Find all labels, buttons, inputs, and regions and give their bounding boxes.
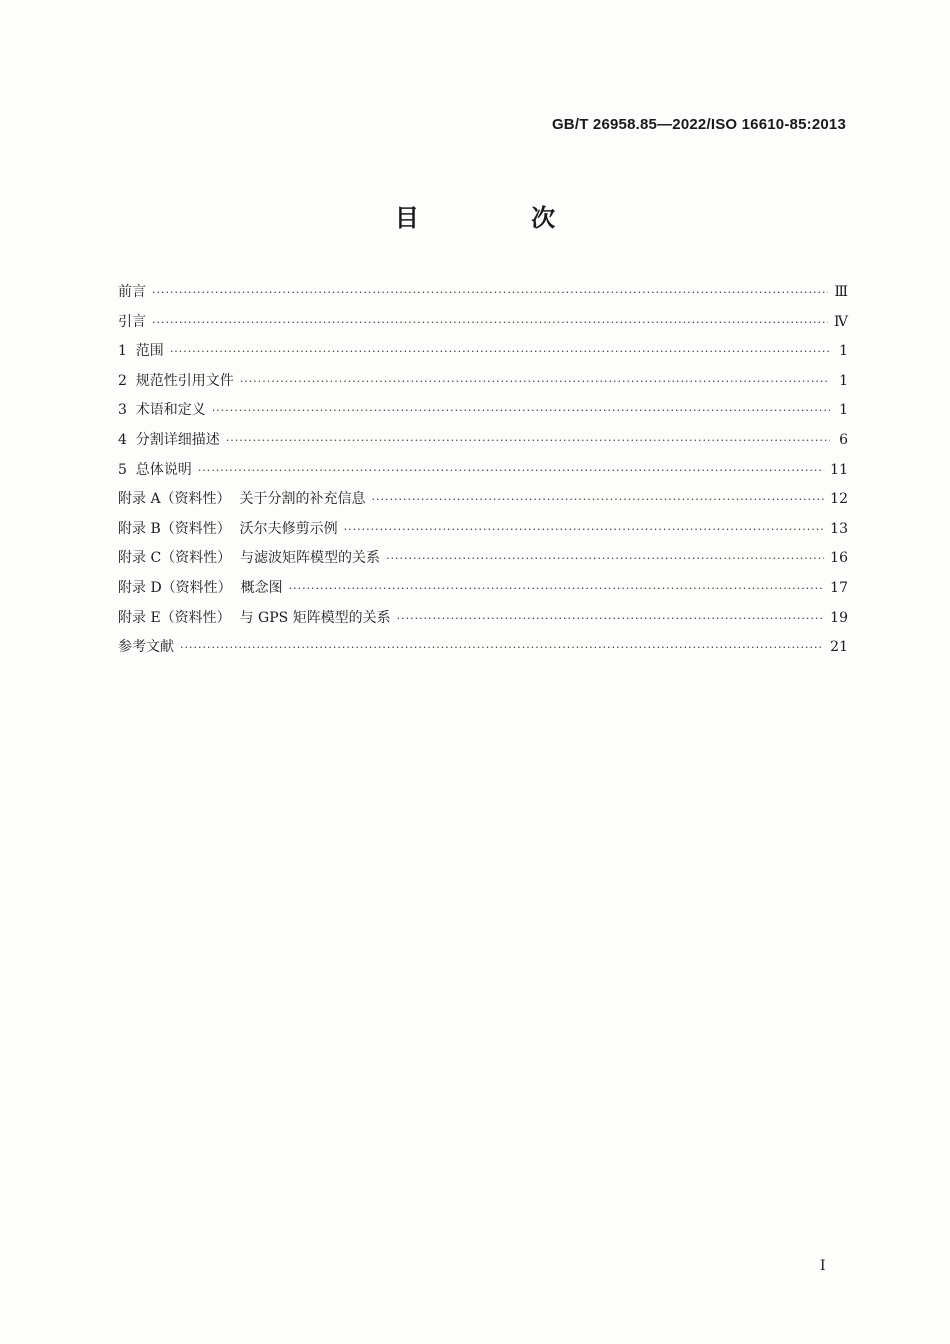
toc-leader-dots <box>198 456 824 486</box>
toc-leader-dots <box>289 574 825 604</box>
toc-entry-page: 16 <box>830 550 848 567</box>
toc-entry-label: 附录 D（资料性） 概念图 <box>118 579 283 596</box>
toc-entry-normative-references[interactable] <box>118 367 848 397</box>
toc-entry-label: 附录 B（资料性） 沃尔夫修剪示例 <box>118 520 338 537</box>
table-of-contents <box>118 278 848 663</box>
toc-leader-dots <box>344 515 825 545</box>
toc-entry-page: Ⅳ <box>834 313 848 330</box>
toc-entry-page: 1 <box>839 372 848 389</box>
toc-entry-segmentation-detail[interactable] <box>118 426 848 456</box>
toc-entry-label: 5 总体说明 <box>118 461 192 478</box>
toc-entry-label: 前言 <box>118 284 146 300</box>
toc-entry-label: 3 术语和定义 <box>118 402 206 419</box>
toc-entry-annex-e[interactable] <box>118 604 848 634</box>
page-number: I <box>820 1258 826 1274</box>
toc-entry-page: 12 <box>830 491 848 508</box>
toc-leader-dots <box>240 367 830 397</box>
toc-entry-label: 2 规范性引用文件 <box>118 372 234 389</box>
toc-entry-label: 附录 A（资料性） 关于分割的补充信息 <box>118 491 366 508</box>
toc-entry-page: 19 <box>830 609 848 626</box>
toc-leader-dots <box>212 396 830 426</box>
toc-leader-dots <box>180 633 824 663</box>
toc-leader-dots <box>152 308 828 338</box>
toc-entry-page: 21 <box>830 639 848 656</box>
toc-leader-dots <box>397 604 825 634</box>
toc-entry-foreword[interactable] <box>118 278 848 308</box>
toc-entry-label: 引言 <box>118 313 146 330</box>
toc-entry-label: 附录 E（资料性） 与 GPS 矩阵模型的关系 <box>118 609 391 626</box>
toc-entry-page: 11 <box>830 461 848 478</box>
toc-entry-label: 4 分割详细描述 <box>118 431 220 448</box>
toc-entry-bibliography[interactable] <box>118 633 848 663</box>
page-title: 目 次 <box>394 204 608 232</box>
toc-entry-annex-c[interactable] <box>118 544 848 574</box>
toc-entry-label: 1 范围 <box>118 343 164 360</box>
toc-entry-page: 6 <box>839 431 848 448</box>
toc-entry-page: 17 <box>830 579 848 596</box>
toc-entry-introduction[interactable] <box>118 308 848 338</box>
toc-entry-annex-d[interactable] <box>118 574 848 604</box>
toc-entry-label: 附录 C（资料性） 与滤波矩阵模型的关系 <box>118 550 381 567</box>
toc-entry-page: 1 <box>839 402 848 419</box>
toc-entry-page: Ⅲ <box>834 284 848 300</box>
toc-entry-label: 参考文献 <box>118 639 174 656</box>
toc-entry-general-description[interactable] <box>118 456 848 486</box>
toc-leader-dots <box>371 485 824 515</box>
toc-entry-page: 13 <box>830 520 848 537</box>
toc-entry-scope[interactable] <box>118 337 848 367</box>
standard-code: GB/T 26958.85—2022/ISO 16610-85:2013 <box>551 116 846 133</box>
toc-leader-dots <box>386 544 824 574</box>
toc-entry-terms-definitions[interactable] <box>118 396 848 426</box>
toc-leader-dots <box>170 337 830 367</box>
toc-entry-annex-a[interactable] <box>118 485 848 515</box>
toc-entry-page: 1 <box>839 343 848 360</box>
toc-leader-dots <box>226 426 830 456</box>
toc-leader-dots <box>152 278 828 308</box>
toc-entry-annex-b[interactable] <box>118 515 848 545</box>
